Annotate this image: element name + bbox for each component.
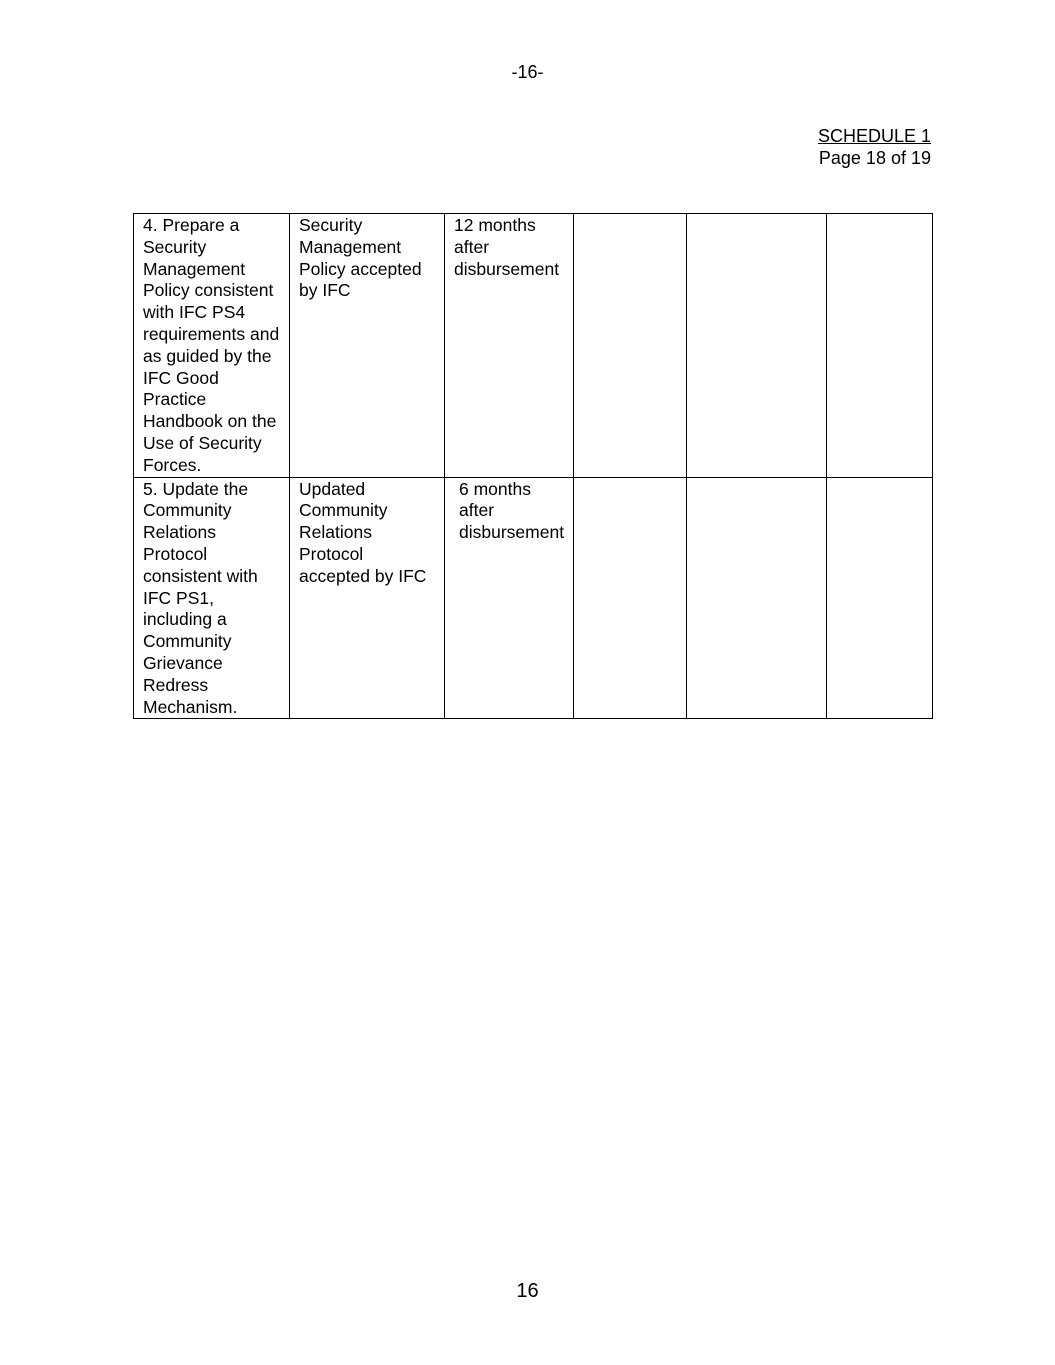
table-row (134, 477, 933, 719)
empty-cell (827, 477, 933, 719)
action-cell: 5. Update the Community Relations Protocol consistent with IFC PS1, including a Community Grievance Redress Mechanism. (134, 477, 290, 719)
page-marker-top: -16- (511, 62, 544, 82)
timing-cell: 6 months after disbursement (445, 477, 574, 719)
table-row (134, 214, 933, 478)
empty-cell (574, 214, 687, 478)
empty-cell (827, 214, 933, 478)
timing-cell: 12 months after disbursement (445, 214, 574, 478)
action-cell: 4. Prepare a Security Management Policy consistent with IFC PS4 requirements and as guided by the IFC Good Practice Handbook on the Use of Security Forces. (134, 214, 290, 478)
page-number-footer: 16 (516, 1280, 539, 1302)
empty-cell (687, 214, 827, 478)
schedule-header (818, 125, 931, 169)
deliverable-cell: Security Management Policy accepted by IFC (290, 214, 445, 478)
schedule-page-indicator: Page 18 of 19 (818, 148, 931, 168)
empty-cell (687, 477, 827, 719)
deliverable-cell: Updated Community Relations Protocol accepted by IFC (290, 477, 445, 719)
schedule-title: SCHEDULE 1 (817, 126, 931, 146)
obligations-table (133, 213, 933, 719)
empty-cell (574, 477, 687, 719)
